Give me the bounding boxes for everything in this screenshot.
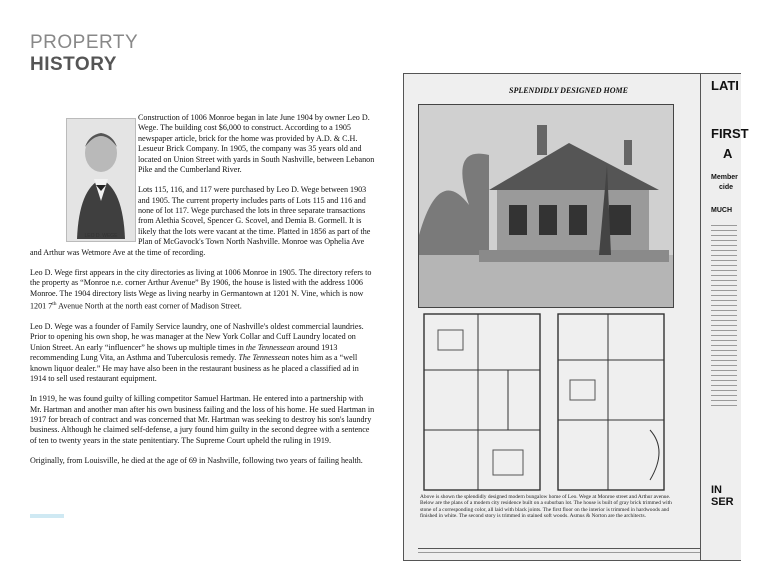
house-drawing [419, 105, 673, 307]
paragraph-laundry: Leo D. Wege was a founder of Family Service laundry, one of Nashville's oldest commercial laundries. Prior to opening his own shop, he was manager at the New York Collar and Cuff Laundry located on Union Street. An early “influencer” he shows up multiple times in the Tennessean around 1913 recommending Lung Vita, an Asthma and Tuberculosis remedy. The Tennessean notes him as a “well known liquor dealer.” He may have also been in the restaurant business as he placed a classified ad in 1914 to sell used restaurant equipment. [30, 321, 364, 384]
side-heading-a: A [723, 146, 733, 161]
house-photo [418, 104, 674, 308]
side-body-lines [711, 222, 737, 410]
side-heading-top: LATI [711, 78, 739, 93]
newspaper-clipping [403, 73, 749, 561]
portrait-caption: LEO D. WEGE [84, 233, 118, 239]
clipping-title: SPLENDIDLY DESIGNED HOME [509, 86, 628, 95]
clipping-caption: Above is shown the splendidly designed modern bungalow home of Leo. Wege at Monroe street and Arthur avenue. Below are the plans of a modern city residence built on a suburban lot. The house is built of gray brick trimmed with stone of a corresponding color, all laid with black joints. The first floor on the interior is trimmed in hardwoods and finished in white. The second story is trimmed in stained soft woods. Asmus & Norton are the architects. [420, 494, 672, 519]
side-much: MUCH [711, 207, 732, 214]
floor-plan-second [550, 310, 672, 506]
paragraph-trial: In 1919, he was found guilty of killing competitor Samuel Hartman. He entered into a partnership with Mr. Hartman and another man after his own business failing and the loss of his home. He sued Hartman in 1917 for breach of contract and was concerned that Mr. Hartman was seeking to destroy his son's laundry business. Although he claimed self-defense, a jury found him guilty in the second degree with a sentence of ten to twenty years in the state penitentiary. The Supreme Court upheld the ruling in 1919. [30, 394, 375, 445]
floor-plan-first-drawing [418, 310, 546, 506]
floor-plan-second-drawing [550, 310, 672, 506]
floor-plan-first [418, 310, 546, 506]
adjacent-column [700, 74, 749, 560]
page-heading [30, 32, 138, 76]
history-text [30, 113, 376, 476]
faint-link-mark [30, 514, 64, 518]
heading-line-2: HISTORY [30, 54, 117, 75]
side-cide: cide [719, 184, 734, 191]
side-member: Member [711, 174, 738, 181]
paragraph-directories: Leo D. Wege first appears in the city directories as living at 1006 Monroe in 1905. The directory refers to the property as “Monroe n.e. corner Arthur Avenue” By 1906, the house is listed with the address 1006 Monroe. The 1904 directory lists Wege as living nearby in Germantown at 1201 N. Vine, which is now 1201 7th Avenue North at the north east corner of Madison Street. [30, 267, 372, 311]
paragraph-death: Originally, from Louisville, he died at the age of 69 in Nashville, following two years of failing health. [30, 456, 363, 466]
paragraph-construction: Construction of 1006 Monroe began in late June 1904 by owner Leo D. Wege. The building cost $6,000 to construct. According to a 1905 newspaper article, brick for the home was provided by A.D. & C.H. Lesueur Brick Company. In 1905, the company was 35 years old and located on Union Street with yards in South Nashville, between Lebanon Pike and the Cumberland River. [138, 113, 375, 175]
paragraph-lots: Lots 115, 116, and 117 were purchased by Leo D. Wege between 1903 and 1905. The current property includes parts of Lots 115 and 116 and none of lot 117. Wege purchased the lots in three separate transactions from Alethia Scovel, Spencer G. Scovel, and Demia B. Gormell. It is likely that the lots were vacant at the time. Platted in 1856 as part of the Plan of McGavock's Town North Nashville. Monroe was Ophelia Ave and Arthur was Wetmore Ave at the time of recording. [30, 185, 371, 257]
side-heading-first: FIRST [711, 126, 749, 141]
side-heading-bottom: IN SER [711, 484, 734, 508]
heading-line-1: PROPERTY [30, 32, 139, 53]
clipping-bottom-text [418, 548, 728, 561]
